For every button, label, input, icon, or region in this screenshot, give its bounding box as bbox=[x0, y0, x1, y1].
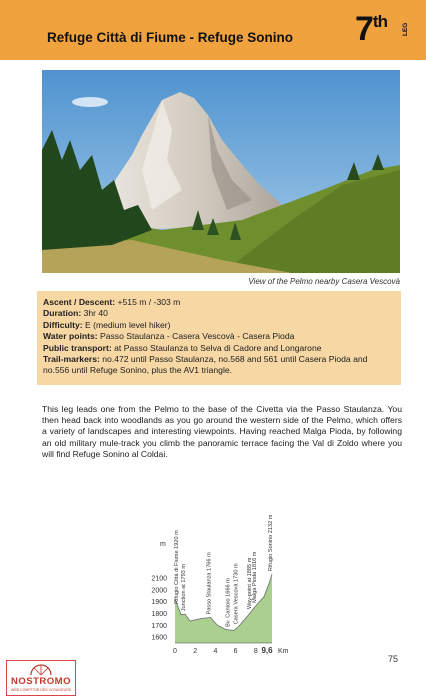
nostromo-logo bbox=[6, 660, 76, 696]
pelmo-photo bbox=[42, 70, 400, 273]
waypoint-label: Passo Staulanza 1766 m bbox=[206, 552, 213, 615]
y-axis-label: m bbox=[160, 541, 166, 548]
waypoint-label: Way-point at 1885 m bbox=[246, 557, 253, 610]
x-end-tick-label: 9,6 bbox=[261, 646, 273, 655]
leg-number bbox=[355, 12, 387, 46]
info-water bbox=[43, 331, 395, 342]
waypoint-label: Casera Vescovà 1730 m bbox=[233, 563, 240, 625]
info-difficulty-value: E (medium level hiker) bbox=[82, 319, 171, 330]
info-transport bbox=[43, 343, 395, 354]
leg-number-suffix: th bbox=[372, 12, 387, 31]
leg-number-digit: 7 bbox=[355, 10, 373, 48]
info-water-value: Passo Staulanza - Casera Vescovà - Casera Pioda bbox=[97, 331, 295, 342]
leg-word: LEG bbox=[402, 22, 409, 36]
waypoint-label: Malga Pioda 1816 m bbox=[251, 551, 258, 603]
y-tick-label: 1800 bbox=[151, 610, 167, 618]
logo-subtitle: WEB COMPTOIR DES VOYAGEURS bbox=[10, 688, 72, 692]
info-difficulty bbox=[43, 320, 395, 331]
info-markers-label: Trail-markers: bbox=[43, 354, 100, 365]
waypoint-label: Bv. Cantoio 1666 m bbox=[225, 578, 232, 627]
elevation-profile-chart bbox=[140, 480, 300, 660]
y-tick-label: 2100 bbox=[151, 575, 167, 583]
page-number: 75 bbox=[388, 654, 399, 664]
info-markers-value: no.472 until Passo Staulanza, no.568 and 561 until Casera Pioda and no.556 until Refuge Sonino, plus the AV1 triangle. bbox=[43, 354, 368, 376]
x-tick-label: 2 bbox=[193, 648, 198, 655]
info-box bbox=[37, 291, 401, 385]
y-tick-label: 1700 bbox=[151, 622, 167, 630]
info-difficulty-label: Difficulty: bbox=[43, 319, 83, 330]
info-duration-label: Duration: bbox=[43, 308, 82, 319]
x-tick-label: 6 bbox=[233, 648, 238, 655]
x-tick-label: 8 bbox=[253, 648, 258, 655]
y-tick-label: 1900 bbox=[151, 599, 167, 607]
info-duration-value: 3hr 40 bbox=[81, 308, 108, 319]
x-tick-label: 0 bbox=[173, 648, 177, 655]
info-markers bbox=[43, 354, 395, 377]
logo-mark-icon bbox=[7, 661, 75, 677]
info-water-label: Water points: bbox=[43, 331, 98, 342]
y-tick-label: 2000 bbox=[151, 587, 167, 595]
logo-name: NOSTROMO bbox=[11, 676, 71, 687]
page-title: Refuge Città di Fiume - Refuge Sonino bbox=[47, 30, 293, 45]
body-paragraph: This leg leads one from the Pelmo to the base of the Civetta via the Passo Staulanza. You then head back into woodlands as you go around the western side of the Pelmo, which offers a variety of landscapes and interesting viewpoints. Having reached Malga Pioda, by following an old military mule-track you climb the panoramic terrace facing the Val di Zoldo where you will find Refuge Sonino al Coldai. bbox=[42, 404, 402, 459]
waypoint-label: Rifugio Sonino 2132 m bbox=[268, 514, 274, 572]
waypoint-label: Junction at 1793 m bbox=[181, 563, 188, 612]
info-duration bbox=[43, 308, 395, 319]
info-ascent-value: +515 m / -303 m bbox=[115, 297, 181, 307]
y-tick-label: 1600 bbox=[151, 634, 167, 642]
page-header bbox=[0, 0, 426, 60]
info-transport-value: at Passo Staulanza to Selva di Cadore and Longarone bbox=[111, 342, 322, 353]
photo-caption: View of the Pelmo nearby Casera Vescovà bbox=[248, 277, 400, 286]
info-transport-label: Public transport: bbox=[43, 342, 112, 353]
waypoint-label: Rifugio Città di Fiume 1920 m bbox=[174, 530, 181, 604]
x-axis-label: Km bbox=[278, 648, 289, 655]
x-tick-label: 4 bbox=[213, 648, 218, 655]
info-ascent-label: Ascent / Descent: bbox=[43, 297, 116, 307]
info-ascent bbox=[43, 297, 395, 308]
